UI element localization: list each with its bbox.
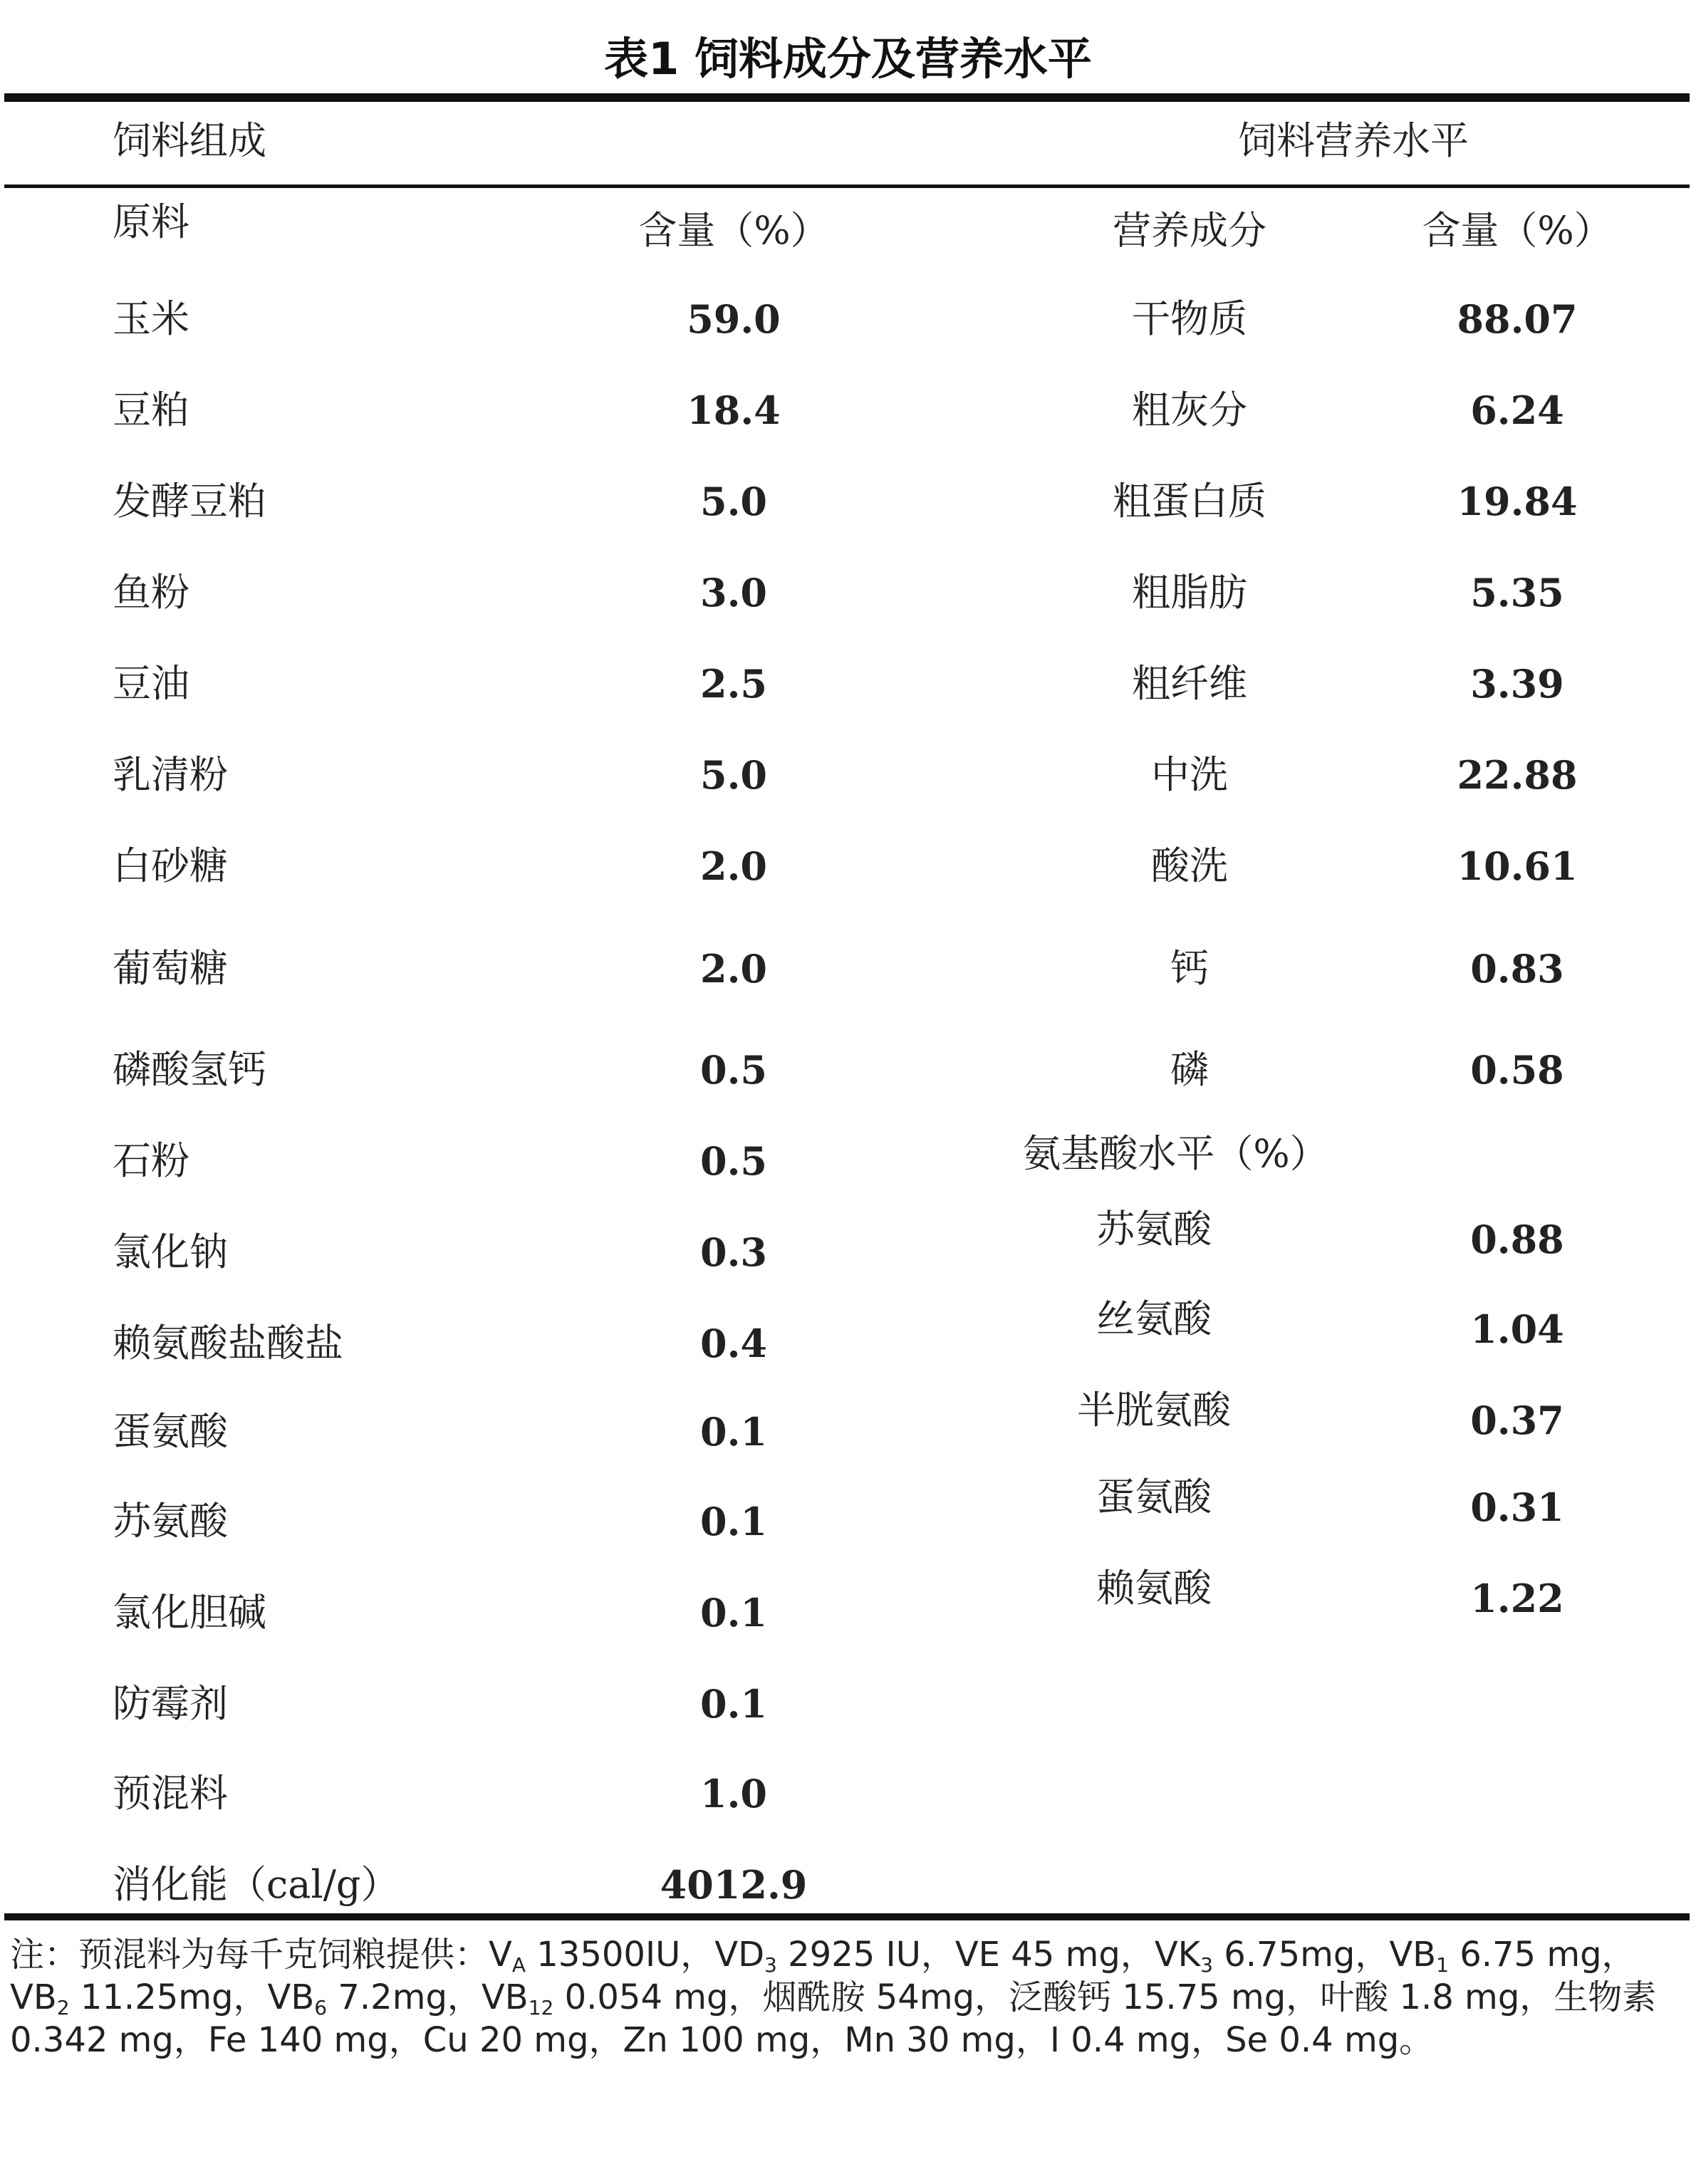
ingredient-name: 赖氨酸盐酸盐 bbox=[113, 1321, 343, 1366]
nutrient-value: 0.58 bbox=[1470, 1047, 1564, 1093]
ingredient-name: 豆油 bbox=[113, 661, 189, 706]
ingredient-value: 4012.9 bbox=[660, 1862, 808, 1908]
ingredient-name: 发酵豆粕 bbox=[113, 479, 266, 524]
ingredient-name: 玉米 bbox=[113, 296, 189, 341]
nutrient-name: 干物质 bbox=[1132, 296, 1247, 341]
ingredient-name: 防霉剂 bbox=[113, 1681, 228, 1726]
nutrient-name: 粗纤维 bbox=[1132, 661, 1247, 706]
ingredient-name: 豆粕 bbox=[113, 388, 189, 432]
amino-acid-value: 0.31 bbox=[1470, 1484, 1564, 1530]
header-nutrient-level: 饲料营养水平 bbox=[1238, 118, 1469, 163]
nutrient-value: 0.83 bbox=[1470, 946, 1564, 992]
amino-acid-name: 丝氨酸 bbox=[1096, 1296, 1212, 1341]
note-line-1: 注：预混料为每千克饲粮提供：$V_A$ 13500IU，$VD_3$ 2925 IU，VE 45 mg，$VK_3$ 6.75mg，$VB_1$ 6.75 mg， bbox=[10, 1935, 1636, 1977]
ingredient-value: 5.0 bbox=[700, 752, 767, 798]
ingredient-name: 白砂糖 bbox=[113, 843, 228, 888]
amino-acid-name: 赖氨酸 bbox=[1096, 1566, 1212, 1611]
nutrient-name: 中洗 bbox=[1151, 752, 1228, 797]
ingredient-value: 2.0 bbox=[700, 946, 767, 992]
ingredient-value: 18.4 bbox=[687, 388, 781, 433]
nutrient-value: 22.88 bbox=[1457, 752, 1578, 798]
nutrient-name: 酸洗 bbox=[1151, 843, 1228, 888]
header-rule bbox=[4, 184, 1690, 188]
ingredient-value: 2.0 bbox=[700, 843, 767, 889]
nutrient-value: 6.24 bbox=[1470, 388, 1564, 433]
header-feed-composition: 饲料组成 bbox=[113, 118, 266, 163]
ingredient-name: 苏氨酸 bbox=[113, 1499, 228, 1544]
table-note bbox=[10, 1933, 1691, 2061]
note-line-2: $VB_2$ 11.25mg，$VB_6$ 7.2mg，$VB_{12}$ 0.054 mg，烟酰胺 54mg，泛酸钙 15.75 mg，叶酸 1.8 mg，生物素 bbox=[10, 1977, 1657, 2019]
ingredient-name: 氯化钠 bbox=[113, 1229, 228, 1274]
nutrient-name: 粗灰分 bbox=[1132, 388, 1247, 432]
ingredient-name: 乳清粉 bbox=[113, 752, 228, 797]
nutrient-name: 磷 bbox=[1170, 1047, 1209, 1092]
subheader-nutrient-content: 含量（%） bbox=[1422, 208, 1613, 253]
amino-acid-value: 0.88 bbox=[1470, 1217, 1564, 1262]
nutrient-value: 19.84 bbox=[1457, 479, 1578, 524]
ingredient-name: 氯化胆碱 bbox=[113, 1590, 266, 1635]
ingredient-name: 蛋氨酸 bbox=[113, 1409, 228, 1454]
amino-acid-name: 苏氨酸 bbox=[1096, 1207, 1212, 1252]
amino-acid-name: 半胱氨酸 bbox=[1077, 1388, 1231, 1432]
subheader-nutrient: 营养成分 bbox=[1113, 208, 1266, 253]
ingredient-name: 磷酸氢钙 bbox=[113, 1047, 266, 1092]
ingredient-value: 0.5 bbox=[700, 1047, 767, 1093]
nutrient-name: 粗脂肪 bbox=[1132, 570, 1247, 615]
ingredient-name: 鱼粉 bbox=[113, 570, 189, 615]
ingredient-value: 0.1 bbox=[700, 1590, 767, 1636]
amino-acid-value: 0.37 bbox=[1470, 1398, 1564, 1443]
ingredient-value: 0.5 bbox=[700, 1138, 767, 1184]
table-title: 表1 饲料成分及营养水平 bbox=[604, 33, 1092, 85]
ingredient-value: 0.1 bbox=[700, 1409, 767, 1455]
amino-acid-name: 蛋氨酸 bbox=[1096, 1475, 1212, 1519]
ingredient-name: 葡萄糖 bbox=[113, 946, 228, 991]
nutrient-name: 钙 bbox=[1170, 946, 1209, 991]
ingredient-value: 0.1 bbox=[700, 1499, 767, 1544]
ingredient-name: 石粉 bbox=[113, 1138, 189, 1183]
ingredient-value: 0.1 bbox=[700, 1681, 767, 1727]
nutrient-value: 88.07 bbox=[1457, 296, 1578, 342]
ingredient-value: 3.0 bbox=[700, 570, 767, 615]
ingredient-value: 59.0 bbox=[687, 296, 781, 342]
ingredient-name: 消化能（cal/g） bbox=[113, 1862, 400, 1907]
amino-acid-value: 1.22 bbox=[1470, 1576, 1564, 1621]
bottom-rule bbox=[4, 1913, 1690, 1920]
nutrient-value: 5.35 bbox=[1470, 570, 1564, 615]
nutrient-value: 10.61 bbox=[1457, 843, 1578, 889]
note-line-3: 0.342 mg，Fe 140 mg，Cu 20 mg，Zn 100 mg，Mn 30 mg，I 0.4 mg，Se 0.4 mg。 bbox=[10, 2020, 1434, 2060]
ingredient-value: 0.3 bbox=[700, 1229, 767, 1275]
top-rule bbox=[4, 93, 1690, 102]
ingredient-name: 预混料 bbox=[113, 1771, 228, 1816]
subheader-ingredient: 原料 bbox=[113, 199, 189, 244]
ingredient-value: 1.0 bbox=[700, 1771, 767, 1816]
ingredient-value: 5.0 bbox=[700, 479, 767, 524]
amino-acid-header: 氨基酸水平（%） bbox=[1022, 1131, 1328, 1176]
nutrient-name: 粗蛋白质 bbox=[1113, 479, 1266, 524]
subheader-content: 含量（%） bbox=[638, 208, 829, 253]
amino-acid-value: 1.04 bbox=[1470, 1306, 1564, 1352]
ingredient-value: 2.5 bbox=[700, 661, 767, 707]
ingredient-value: 0.4 bbox=[700, 1321, 767, 1366]
nutrient-value: 3.39 bbox=[1470, 661, 1564, 707]
